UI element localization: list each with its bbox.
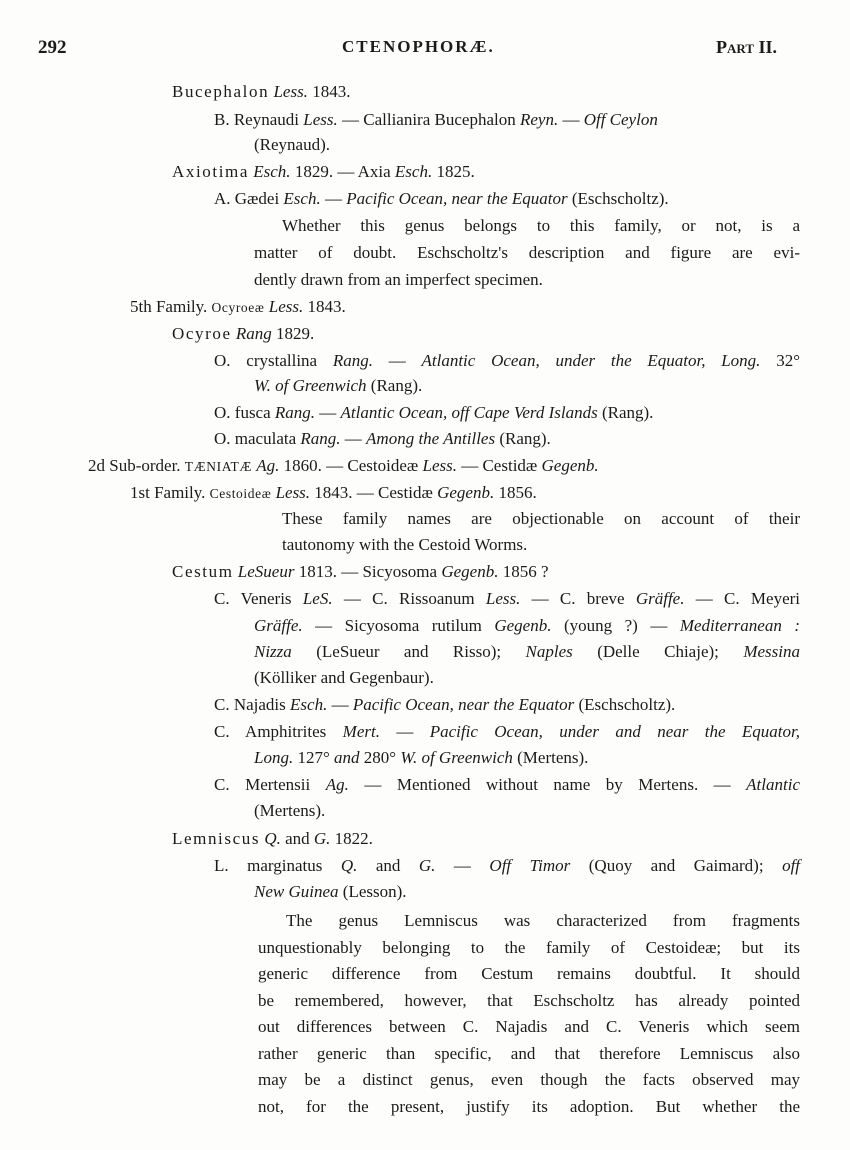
italic-run: Esch. <box>283 189 321 208</box>
italic-run: Gegenb. <box>437 483 495 502</box>
text-line <box>254 617 800 634</box>
italic-run: Pacific Ocean, near the Equator <box>346 189 568 208</box>
text-run: — <box>340 429 367 448</box>
text-run: Axiotima <box>172 162 250 181</box>
text-line <box>214 352 800 369</box>
italic-run: Messina <box>743 642 800 661</box>
italic-run: Pacific Ocean, near the Equator <box>352 695 575 714</box>
text-line <box>286 912 800 929</box>
italic-run: Mediterranean : <box>679 616 800 635</box>
text-line <box>254 271 543 288</box>
italic-run: Long. <box>254 748 294 767</box>
text-run: 127° <box>293 748 335 767</box>
text-line <box>214 723 800 740</box>
text-run: O. fusca <box>214 403 275 422</box>
italic-run: Pacific Ocean, under and near the Equator, <box>429 722 801 741</box>
text-run: — <box>558 110 584 129</box>
text-run: 5th Family. <box>130 297 212 316</box>
running-title: CTENOPHORÆ. <box>342 37 495 56</box>
text-run: (Rang). <box>366 376 423 395</box>
italic-run: Esch. <box>394 162 433 181</box>
text-line <box>258 1018 800 1035</box>
italic-run: Ag. <box>325 775 349 794</box>
text-line <box>282 510 800 527</box>
italic-run: Rang. <box>332 351 373 370</box>
text-line <box>258 965 800 982</box>
text-run: 1825. <box>432 162 475 181</box>
text-run: 1843. <box>307 82 351 101</box>
italic-run: Off Ceylon <box>583 110 658 129</box>
text-run: O. maculata <box>214 429 301 448</box>
text-line <box>172 83 350 100</box>
text-line <box>130 484 537 501</box>
text-line <box>258 1071 800 1088</box>
text-line <box>214 590 800 607</box>
text-run: tautonomy with the Cestoid Worms. <box>282 535 528 554</box>
text-run: 1843. <box>303 297 346 316</box>
text-run: rather generic than specific, and that therefore Lemniscus also <box>258 1044 800 1063</box>
italic-run: Esch. <box>253 162 291 181</box>
text-line <box>254 802 325 819</box>
text-run: (Delle Chiaje); <box>572 642 744 661</box>
text-run: C. Mertensii <box>214 775 326 794</box>
text-line <box>214 111 658 128</box>
text-run: Lemniscus <box>172 829 261 848</box>
text-line <box>214 190 669 207</box>
text-run: — Cestidæ <box>456 456 542 475</box>
text-run: (Kölliker and Gegenbaur). <box>254 668 434 687</box>
italic-run: Less. <box>303 110 338 129</box>
text-line <box>214 857 800 874</box>
text-run: C. Veneris <box>214 589 303 608</box>
text-line <box>88 457 599 474</box>
text-run: 1829. — Axia <box>290 162 395 181</box>
text-run: — <box>379 722 430 741</box>
text-run: (Rang). <box>597 403 654 422</box>
italic-run: Gräffe. <box>254 616 303 635</box>
italic-run: Among the Antilles <box>366 429 496 448</box>
text-line <box>172 325 314 342</box>
text-run: (LeSueur and Risso); <box>291 642 526 661</box>
text-run: 1843. — Cestidæ <box>310 483 438 502</box>
text-run: (Rang). <box>495 429 551 448</box>
italic-run: Q. <box>340 856 358 875</box>
text-line <box>258 992 800 1009</box>
italic-run: Atlantic Ocean, off Cape Verd Islands <box>340 403 598 422</box>
italic-run: Esch. <box>290 695 328 714</box>
italic-run: Atlantic Ocean, under the Equator, Long. <box>421 351 761 370</box>
italic-run: Gräffe. <box>635 589 685 608</box>
text-run: (Lesson). <box>338 882 407 901</box>
text-run: out differences between C. Najadis and C. Veneris which seem <box>258 1017 800 1036</box>
italic-run: Gegenb. <box>441 562 499 581</box>
text-run: O. crystallina <box>214 351 333 370</box>
text-run: — C. breve <box>520 589 636 608</box>
text-line <box>254 244 800 261</box>
italic-run: LeSueur <box>237 562 295 581</box>
italic-run: Less. <box>275 483 311 502</box>
text-run: 280° <box>359 748 401 767</box>
text-run: L. marginatus <box>214 856 341 875</box>
text-line <box>214 696 675 713</box>
text-run: and <box>357 856 419 875</box>
italic-run: Rang <box>235 324 272 343</box>
text-run: (young ?) — <box>551 616 680 635</box>
text-line <box>254 136 330 153</box>
text-run: 1860. — Cestoideæ <box>279 456 423 475</box>
text-run: be remembered, however, that Eschscholtz has already pointed <box>258 991 800 1010</box>
text-line <box>254 883 407 900</box>
text-line <box>214 404 653 421</box>
text-line <box>254 749 588 766</box>
italic-run: Nizza <box>254 642 292 661</box>
text-run: (Eschscholtz). <box>574 695 676 714</box>
text-run: 1856. <box>494 483 537 502</box>
text-run: 1813. — Sicyosoma <box>294 562 442 581</box>
text-run: 2d Sub-order. <box>88 456 185 475</box>
text-run: and <box>280 829 314 848</box>
text-run: matter of doubt. Eschscholtz's description and figure are evi- <box>254 243 800 262</box>
text-run: A. Gædei <box>214 189 284 208</box>
text-run: — Sicyosoma rutilum <box>302 616 495 635</box>
italic-run: Naples <box>525 642 573 661</box>
italic-run: Atlantic <box>746 775 800 794</box>
text-run: TÆNIATÆ <box>184 459 252 474</box>
text-run: B. Reynaudi <box>214 110 304 129</box>
text-run: — <box>372 351 422 370</box>
text-line <box>258 939 800 956</box>
text-run: Bucephalon <box>172 82 270 101</box>
text-run: C. Najadis <box>214 695 291 714</box>
italic-run: G. <box>418 856 436 875</box>
text-run: C. Amphitrites <box>214 722 343 741</box>
text-run: — C. Meyeri <box>684 589 801 608</box>
text-run: (Eschscholtz). <box>567 189 669 208</box>
text-run: unquestionably belonging to the family of Cestoideæ; but its <box>258 938 800 957</box>
text-run: 1822. <box>330 829 373 848</box>
italic-run: Gegenb. <box>494 616 552 635</box>
text-run: dently drawn from an imperfect specimen. <box>254 270 543 289</box>
text-run: — <box>435 856 490 875</box>
italic-run: Rang. <box>274 403 316 422</box>
text-run: Whether this genus belongs to this family, or not, is a <box>282 216 800 235</box>
italic-run: Rang. <box>300 429 341 448</box>
text-run: (Quoy and Gaimard); <box>570 856 783 875</box>
italic-run: Less. <box>422 456 457 475</box>
text-line <box>172 830 373 847</box>
text-run: — Mentioned without name by Mertens. — <box>348 775 747 794</box>
italic-run: LeS. <box>302 589 333 608</box>
italic-run: New Guinea <box>254 882 339 901</box>
text-run: The genus Lemniscus was characterized from fragments <box>286 911 800 930</box>
text-line <box>172 163 475 180</box>
text-run: Cestum <box>172 562 234 581</box>
italic-run: W. of Greenwich <box>254 376 367 395</box>
text-line <box>282 217 800 234</box>
text-run: Cestoideæ <box>209 486 272 501</box>
text-line <box>214 430 551 447</box>
italic-run: Q. <box>264 829 281 848</box>
text-run: (Reynaud). <box>254 135 331 154</box>
text-run: Ocyroeæ <box>211 300 265 315</box>
italic-run: Off Timor <box>489 856 571 875</box>
text-line <box>282 536 527 553</box>
text-run: not, for the present, justify its adoption. But whether the <box>258 1097 800 1116</box>
text-run: 1856 ? <box>498 562 549 581</box>
text-run: 1829. <box>271 324 315 343</box>
text-run: These family names are objectionable on account of their <box>282 509 800 528</box>
text-run: generic difference from Cestum remains doubtful. It should <box>258 964 800 983</box>
text-run: (Mertens). <box>254 801 326 820</box>
text-run: Ocyroe <box>172 324 232 343</box>
text-run: — Callianira Bucephalon <box>337 110 520 129</box>
text-line <box>254 377 422 394</box>
text-run: — <box>320 189 347 208</box>
text-line <box>258 1045 800 1062</box>
text-run: (Mertens). <box>512 748 589 767</box>
italic-run: off <box>782 856 801 875</box>
italic-run: Mert. <box>342 722 380 741</box>
text-line <box>254 669 434 686</box>
text-run: — <box>315 403 341 422</box>
italic-run: Reyn. <box>519 110 559 129</box>
text-run: — C. Rissoanum <box>332 589 486 608</box>
text-run: 32° <box>760 351 800 370</box>
text-run: — <box>327 695 353 714</box>
italic-run: and <box>334 748 360 767</box>
page-number: 292 <box>38 37 67 58</box>
italic-run: Less. <box>273 82 308 101</box>
italic-run: W. of Greenwich <box>400 748 513 767</box>
part-label: Part II. <box>716 37 777 57</box>
text-run: may be a distinct genus, even though the facts observed may <box>258 1070 800 1089</box>
text-line <box>172 563 549 580</box>
text-line <box>258 1098 800 1115</box>
text-line <box>130 298 346 315</box>
text-run: 1st Family. <box>130 483 210 502</box>
italic-run: G. <box>313 829 331 848</box>
text-line <box>214 776 800 793</box>
italic-run: Less. <box>485 589 521 608</box>
italic-run: Less. <box>268 297 304 316</box>
text-line <box>254 643 800 660</box>
italic-run: Gegenb. <box>541 456 599 475</box>
italic-run: Ag. <box>256 456 280 475</box>
